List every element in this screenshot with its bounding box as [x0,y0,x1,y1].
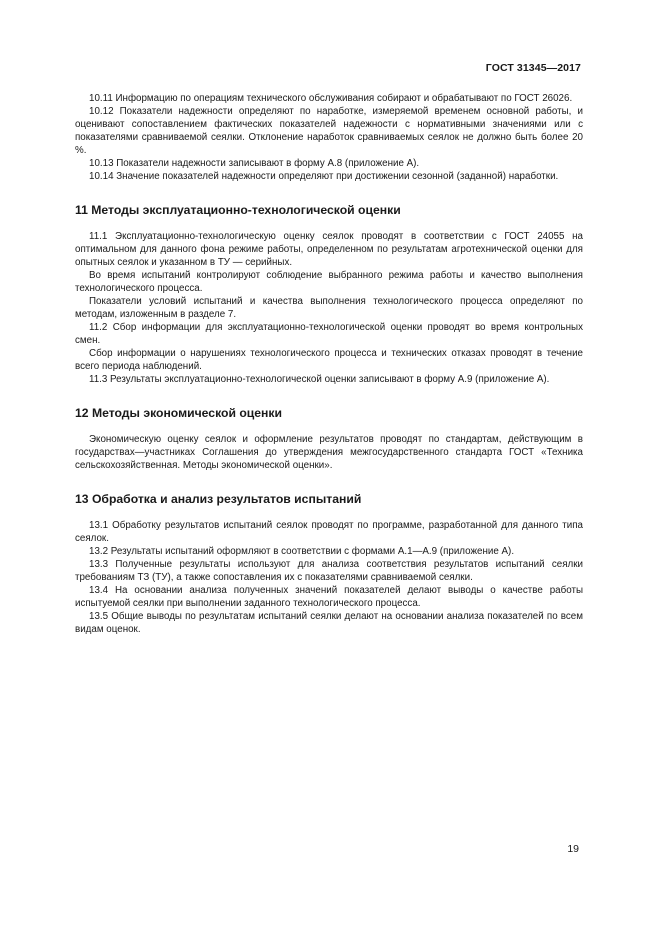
paragraph-11-2: 11.2 Сбор информации для эксплуатационно-технологической оценки проводят во время контрольных смен. [75,322,583,346]
page-number: 19 [567,843,579,855]
document-body [75,92,583,636]
document-code-header: ГОСТ 31345—2017 [485,62,581,74]
paragraph-12: Экономическую оценку сеялок и оформление результатов проводят по стандартам, действующим в государствах—участниках Соглашения до утверждения межгосударственного стандарта ГОСТ «Техника сельскохозяйственная. Методы экономической оценки». [75,434,583,471]
section-heading-13: 13 Обработка и анализ результатов испытаний [75,492,362,506]
paragraph-13-3: 13.3 Полученные результаты используют для анализа соответствия результатов испытаний сеялки требованиям ТЗ (ТУ), а также сопоставления их с показателями сравниваемой сеялки. [75,559,583,583]
section-heading-11: 11 Методы эксплуатационно-технологической оценки [75,203,401,217]
paragraph-11-1-c: Показатели условий испытаний и качества выполнения технологического процесса определяют по методам, изложенным в разделе 7. [75,296,583,320]
paragraph-10-13: 10.13 Показатели надежности записывают в форму А.8 (приложение А). [89,158,420,169]
paragraph-11-1-b: Во время испытаний контролируют соблюдение выбранного режима работы и качество выполнения технологического процесса. [75,270,583,294]
paragraph-13-2: 13.2 Результаты испытаний оформляют в соответствии с формами А.1—А.9 (приложение А). [89,546,515,557]
paragraph-10-11: 10.11 Информацию по операциям технического обслуживания собирают и обрабатывают по ГОСТ 26026. [89,93,573,104]
paragraph-10-14: 10.14 Значение показателей надежности определяют при достижении сезонной (заданной) наработки. [89,171,559,182]
paragraph-10-12: 10.12 Показатели надежности определяют по наработке, измеряемой временем основной работы, и оценивают сопоставлением фактических показателей надежности с нормативными значениями или с показателями сравниваемой сеялки. Отклонение наработок сравниваемых сеялок не должно быть более 20 %. [75,106,583,156]
paragraph-13-5: 13.5 Общие выводы по результатам испытаний сеялки делают на основании анализа показателей по всем видам оценок. [75,611,583,635]
section-heading-12: 12 Методы экономической оценки [75,406,283,420]
paragraph-11-1: 11.1 Эксплуатационно-технологическую оценку сеялок проводят в соответствии с ГОСТ 24055 на оптимальном для данного фона режиме работы, определенном по результатам агротехнической оценки для опытных сеялок и указанном в ТУ — серийных. [75,231,583,268]
paragraph-11-2-b: Сбор информации о нарушениях технологического процесса и технических отказах проводят в течение всего периода наблюдений. [75,348,583,372]
paragraph-11-3: 11.3 Результаты эксплуатационно-технологической оценки записывают в форму А.9 (приложение А). [89,374,550,385]
paragraph-13-4: 13.4 На основании анализа полученных значений показателей делают выводы о качестве работы испытуемой сеялки при выполнении заданного технологического процесса. [75,585,583,609]
paragraph-13-1: 13.1 Обработку результатов испытаний сеялок проводят по программе, разработанной для данного типа сеялок. [75,520,583,544]
